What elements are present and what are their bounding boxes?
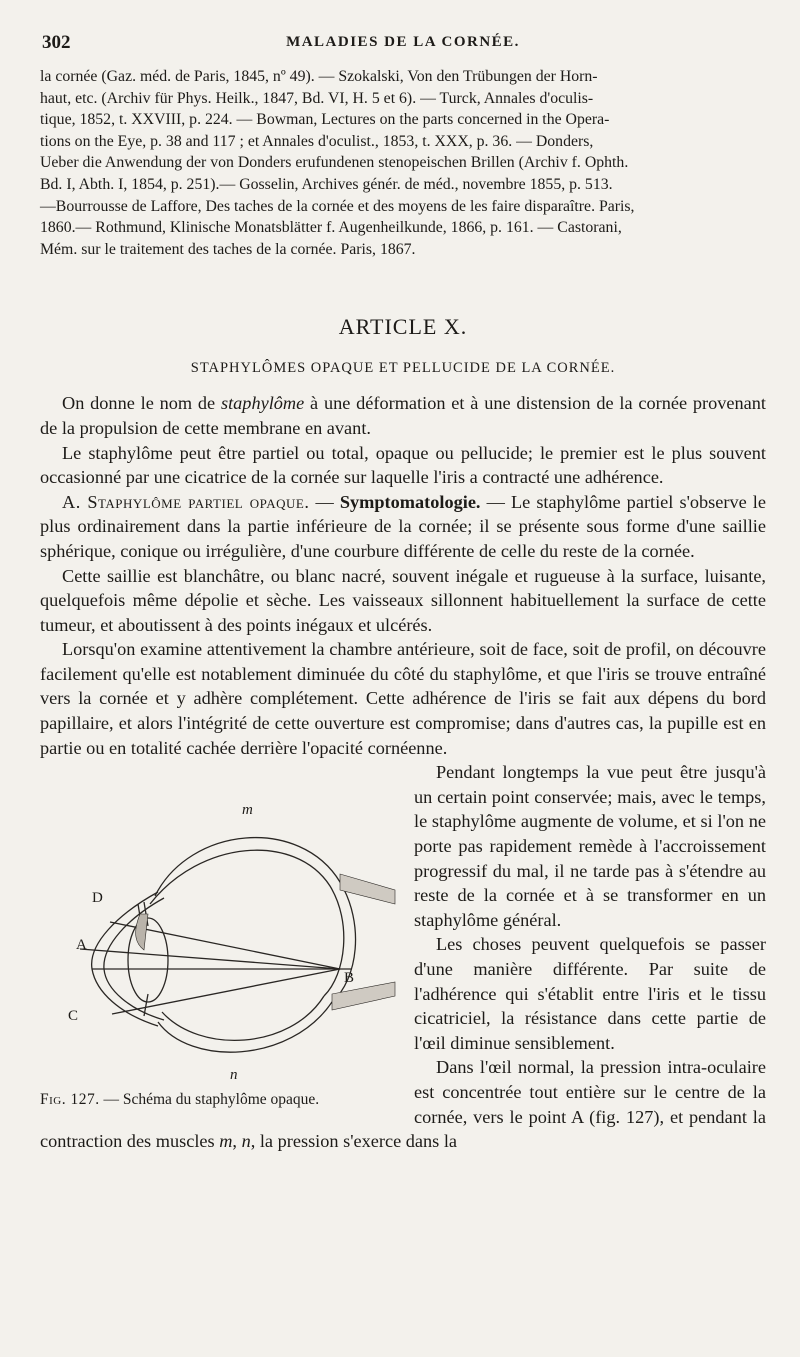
reference-line: la cornée (Gaz. méd. de Paris, 1845, nº 49). — Szokalski, Von den Trübungen der Horn- bbox=[40, 68, 598, 85]
article-title: ARTICLE X. bbox=[338, 314, 468, 340]
paragraph-progression: Pendant longtemps la vue peut être jusqu'à un certain point conservée; mais, avec le temps, le staphylôme augmente de volume, et si l'on ne porte pas rapidement remède à l'accroissement progressif du mal, il ne tarde pas à s'étendre au reste de la cornée et à se transformer en un staphylôme général. bbox=[414, 762, 766, 930]
eye-diagram bbox=[40, 764, 402, 1084]
label-n: n bbox=[230, 1067, 238, 1084]
staphyloma-region bbox=[136, 914, 148, 950]
muscle-n bbox=[332, 982, 395, 1010]
cornea-outline bbox=[92, 892, 158, 1026]
label-m: m bbox=[242, 802, 253, 819]
lens bbox=[128, 918, 168, 1002]
article-body bbox=[40, 391, 766, 1153]
paragraph-definition bbox=[40, 391, 766, 440]
page-header bbox=[40, 26, 766, 60]
reference-line: tions on the Eye, p. 38 and 117 ; et Annales d'oculist., 1853, t. XXX, p. 36. — Donders, bbox=[40, 132, 594, 150]
text-run: — Le staphylôme partiel s'observe le plus ordinairement dans la partie inférieure de la cornée; il se présente sous forme d'une saillie sphérique, conique ou irrégulière, d'une courbure différente de celle du reste de la cornée. bbox=[40, 491, 766, 561]
sclera-lower bbox=[158, 1002, 332, 1052]
label-c: C bbox=[68, 1008, 79, 1025]
text-run: On donne le nom de bbox=[62, 393, 221, 414]
reference-line: Bd. I, Abth. I, 1854, p. 251).— Gosselin, Archives génér. de méd., novembre 1855, p. 513. bbox=[40, 175, 613, 193]
reference-line: 1860.— Rothmund, Klinische Monatsblätter f. Augenheilkunde, 1866, p. 161. — Castorani, bbox=[40, 219, 622, 237]
text-run: à une déformation et à une distension de la cornée provenant de la propulsion de cette membrane en avant. bbox=[40, 393, 766, 438]
article-subtitle: STAPHYLÔMES OPAQUE ET PELLUCIDE DE LA CORNÉE. bbox=[190, 360, 616, 377]
paragraph-appearance: Cette saillie est blanchâtre, ou blanc nacré, souvent inégale et rugueuse à la surface, luisante, quelquefois même dépolie et sèche. Les vaisseaux sillonnent habituellement la surface de cette tumeur, et aboutissent à des points inégaux et ulcérés. bbox=[40, 565, 766, 635]
text-run: , bbox=[232, 1131, 242, 1152]
italic-term: m bbox=[219, 1131, 233, 1152]
pressure-line-c bbox=[112, 969, 340, 1014]
section-heading: A. Staphylôme partiel opaque. bbox=[62, 491, 310, 512]
choroid-lower bbox=[162, 996, 324, 1040]
figure-127 bbox=[40, 764, 402, 1116]
paragraph-alternative: Les choses peuvent quelquefois se passer d'une manière différente. Par suite de l'adhérence qui s'établit entre l'iris et le tissu cicatriciel, la résistance dans cette partie de l'œil diminue sensiblement. bbox=[414, 934, 766, 1053]
sclera-outline bbox=[155, 838, 356, 1002]
figure-caption bbox=[40, 1088, 319, 1113]
reference-line: —Bourrousse de Laffore, Des taches de la cornée et des moyens de les faire disparaître. Paris, bbox=[40, 197, 635, 215]
label-a: A bbox=[76, 937, 87, 954]
italic-term: n bbox=[241, 1131, 251, 1152]
paragraph-symptomatology bbox=[40, 490, 766, 564]
text-run: — bbox=[309, 491, 340, 512]
reference-line: haut, etc. (Archiv für Phys. Heilk., 1847, Bd. VI, H. 5 et 6). — Turck, Annales d'oculis- bbox=[40, 89, 594, 107]
figure-wrap-block bbox=[40, 760, 766, 1154]
text-run: , la pression s'exerce dans la bbox=[250, 1131, 458, 1152]
caption-text: — Schéma du staphylôme opaque. bbox=[99, 1090, 320, 1108]
muscle-lines bbox=[332, 882, 385, 1002]
reference-line: Mém. sur le traitement des taches de la cornée. Paris, 1867. bbox=[40, 240, 416, 258]
caption-label: Fig. 127. bbox=[40, 1090, 100, 1108]
label-d: D bbox=[92, 890, 103, 907]
text-run: Dans l'œil normal, la pression intra-oculaire est concentrée tout entière sur le centre de la cornée, vers le point A (fig. 127), et pendant la contraction des muscles bbox=[40, 1057, 766, 1152]
bibliography-references bbox=[40, 66, 766, 260]
page-number: 302 bbox=[42, 32, 71, 53]
italic-term: staphylôme bbox=[220, 393, 305, 414]
running-head: MALADIES DE LA CORNÉE. bbox=[286, 34, 520, 50]
reference-line: tique, 1852, t. XXVIII, p. 224. — Bowman, Lectures on the parts concerned in the Opera- bbox=[40, 111, 610, 129]
subsection-heading: Symptomatologie. bbox=[339, 491, 481, 512]
paragraph-examination: Lorsqu'on examine attentivement la chambre antérieure, soit de face, soit de profil, on découvre facilement qu'elle est notablement diminuée du côté du staphylôme, et que l'iris se trouve entraîné vers la cornée et y adhère complétement. Cette adhérence de l'iris se fait aux dépens du bord papillaire, et alors l'intégrité de cette ouverture est compromise; dans d'autres cas, la pupille est en partie ou en totalité cachée derrière l'opacité cornéenne. bbox=[40, 639, 766, 758]
paragraph-types: Le staphylôme peut être partiel ou total, opaque ou pellucide; le premier est le plus souvent occasionné par une cicatrice de la cornée sur laquelle l'iris a contracté une adhérence. bbox=[40, 442, 766, 488]
pressure-line-a bbox=[80, 949, 340, 969]
reference-line: Ueber die Anwendung der von Donders erufundenen stenopeischen Brillen (Archiv f. Ophth. bbox=[40, 154, 629, 172]
label-b: B bbox=[344, 970, 355, 987]
